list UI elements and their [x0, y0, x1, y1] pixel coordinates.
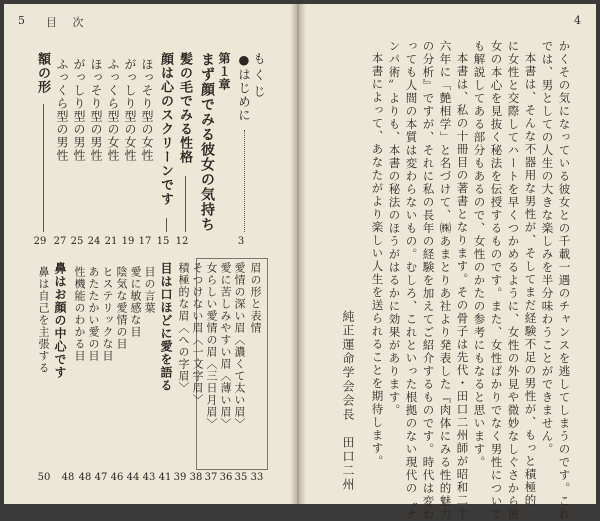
page-ref: 33 [250, 472, 264, 483]
toc-section-forehead[interactable]: 額の形 [35, 52, 50, 94]
preface-line: かくその気になっている彼女との千載一遇のチャンスを逃してしまうのです。これ [557, 40, 572, 521]
page-ref: 37 [204, 472, 218, 483]
toc-item[interactable]: 陰気な愛情の目 [115, 266, 128, 350]
page-ref: 38 [189, 472, 203, 483]
toc-intro[interactable]: ●はじめに [236, 52, 252, 122]
page-ref: 3 [237, 236, 245, 247]
book-gutter [290, 4, 306, 504]
page-ref: 29 [33, 236, 47, 247]
toc-section-hair[interactable]: 髪の毛でみる性格 [177, 52, 192, 164]
toc-item[interactable]: 目の言葉 [143, 266, 156, 314]
preface-line: の分析』ですが、それに私の長年の経験を加えてご紹介するものです。時代は変わ [421, 40, 436, 521]
page-ref: 44 [126, 472, 140, 483]
page-ref: 41 [158, 472, 172, 483]
toc-section-nose[interactable]: 鼻はお顔の中心です [53, 262, 67, 379]
right-page-number: 4 [574, 14, 581, 27]
preface-line: 本書は、そんな不器用な男性が、そしてまだ経験不足の男性が、もっと積極的 [523, 52, 538, 507]
toc-item[interactable]: がっしり型の男性 [72, 58, 86, 162]
preface-line: に女性と交際してハートを早くつかめるように、女性の外見や微妙なしぐさから彼 [506, 40, 521, 521]
toc-item[interactable]: 性機能のわかる目 [73, 266, 86, 362]
page-ref: 48 [61, 472, 75, 483]
toc-header: もくじ [251, 52, 267, 102]
toc-item[interactable]: 愛に苦しみやすい眉〈薄い眉〉 [219, 262, 232, 430]
leader-line [185, 176, 186, 232]
page-ref: 12 [175, 236, 189, 247]
toc-item[interactable]: 積極的な眉〈への字眉〉 [177, 262, 190, 394]
preface-line: 本書によって、あなたがより楽しい人生を送られることを期待します。 [370, 52, 385, 468]
page-ref: 27 [53, 236, 67, 247]
toc-section-eyes[interactable]: 目は口ほどに愛を語る [159, 262, 173, 392]
page-ref: 35 [234, 472, 248, 483]
page-ref: 39 [173, 472, 187, 483]
toc-item[interactable]: 愛情の深い眉〈濃くて太い眉〉 [233, 262, 246, 430]
chapter-title[interactable]: まず顔でみる彼女の気持ち [199, 52, 215, 232]
leader-line [43, 104, 44, 232]
page-ref: 43 [142, 472, 156, 483]
running-head: 目 次 [46, 16, 90, 29]
toc-item[interactable]: そつけない眉〈一文字眉〉 [191, 262, 204, 406]
preface-line: ンパ術〟よりも、本書の秘法のほうがはるかに効果があります。 [387, 40, 402, 417]
left-page-number: 5 [18, 14, 25, 27]
page-ref: 50 [37, 472, 51, 483]
preface-line: 女の本心を見抜く秘法を伝授するものです。また、女性ばかりでなく男性について [489, 40, 504, 521]
preface-line: 本書は、私の十冊目の著書となります。その骨子は先代・田口二州師が昭和二十 [455, 52, 470, 520]
page-ref: 48 [78, 472, 92, 483]
toc-item[interactable]: ふっくら型の女性 [106, 58, 120, 162]
toc-item[interactable]: ふっくら型の男性 [55, 58, 69, 162]
preface-line: 六年に「艶相学」と名づけて、㈱あまとりあ社より発表した『肉体にみる性的魅力 [438, 40, 453, 521]
author-signature: 純正運命学会会長 田口二州 [341, 310, 355, 492]
toc-item[interactable]: がっしり型の女性 [123, 58, 137, 162]
preface-line: も解説してある部分もあるので、女性のかたの参考にもなると思います。 [472, 40, 487, 469]
page-ref: 24 [87, 236, 101, 247]
toc-item[interactable]: ヒステリックな目 [101, 266, 114, 362]
page-ref: 25 [70, 236, 84, 247]
toc-subheader-eyebrow: 眉の形と表情 [249, 262, 262, 334]
toc-item[interactable]: 愛に敏感な目 [129, 266, 142, 338]
toc-item[interactable]: 女らしい愛情の眉〈三日月眉〉 [205, 262, 218, 430]
toc-item[interactable]: 鼻は自己を主張する [37, 266, 50, 374]
preface-line: では、男としての人生の大きな楽しみを半分味わうことができません。 [540, 40, 555, 456]
page-ref: 47 [94, 472, 108, 483]
toc-item[interactable]: あたたかい愛の目 [87, 266, 100, 362]
toc-item[interactable]: ほっそり型の男性 [89, 58, 103, 162]
page-ref: 17 [138, 236, 152, 247]
leader-line [244, 130, 245, 232]
page-ref: 15 [156, 236, 170, 247]
page-ref: 46 [110, 472, 124, 483]
page-ref: 21 [104, 236, 118, 247]
toc-section-face[interactable]: 顔は心のスクリーンです [158, 52, 173, 206]
preface-line: っても人間の本質は変わらないもの。むしろ、これといった根拠のない現代の〝ナ [404, 40, 419, 521]
page-ref: 19 [121, 236, 135, 247]
leader-line [166, 218, 167, 232]
toc-item[interactable]: ほっそり型の女性 [140, 58, 154, 162]
page-ref: 36 [219, 472, 233, 483]
chapter-label: 第１章 [217, 52, 231, 91]
